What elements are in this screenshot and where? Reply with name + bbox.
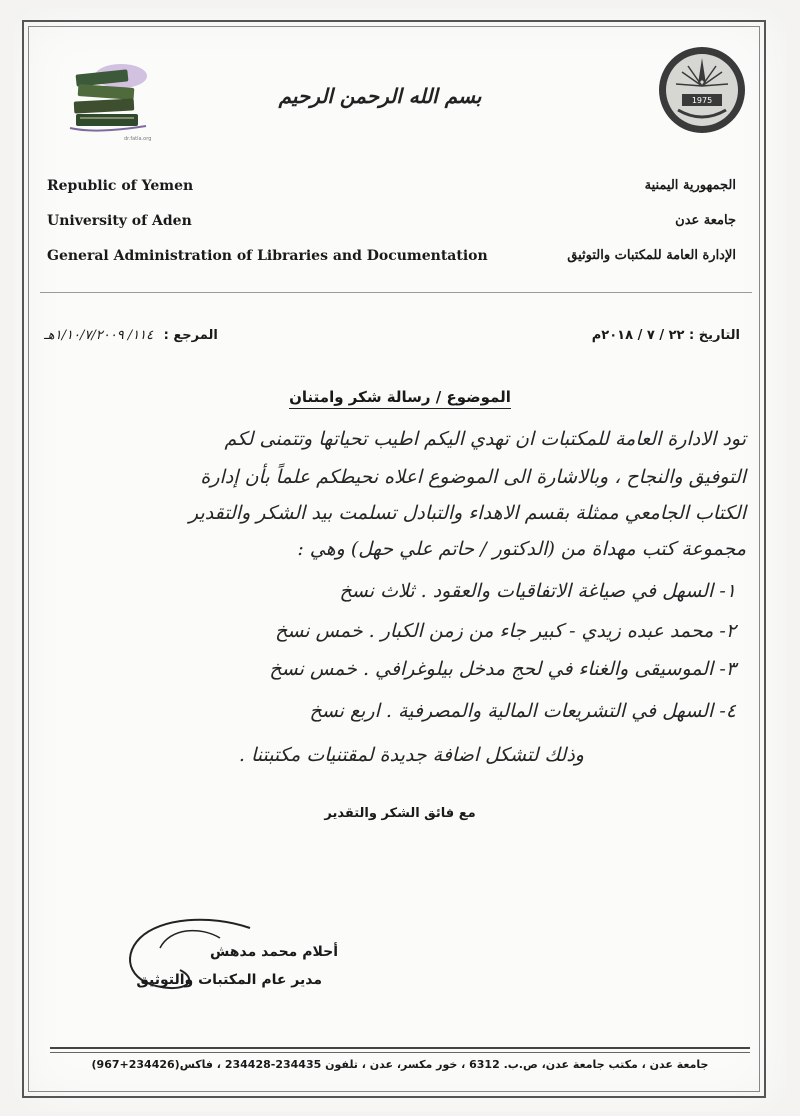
signatory-title: مدير عام المكتبات والتوثيق — [136, 972, 322, 988]
regards-line: مع فائق الشكر والتقدير — [324, 806, 476, 821]
english-department: General Administration of Libraries and Documentation — [47, 248, 488, 264]
bismillah-heading: بسم الله الرحمن الرحيم — [278, 84, 482, 108]
subject-text: الموضوع / رسالة شكر وامتنان — [289, 388, 511, 409]
arabic-university: جامعة عدن — [675, 213, 736, 228]
english-letterhead — [47, 176, 488, 281]
book-item-3: ٣- الموسيقى والغناء في لحج مدخل بيلوغرافي . خمس نسخ — [269, 658, 736, 680]
book-item-2: ٢- محمد عبده زيدي - كبير جاء من زمن الكبار . خمس نسخ — [275, 620, 736, 642]
date-label: التاريخ : — [689, 328, 740, 343]
reference-value: ١١٤/ ١/١٠/٧/٢٠٠٩هـ — [44, 328, 154, 343]
arabic-letterhead — [567, 176, 736, 281]
reference-line — [44, 328, 218, 343]
footer-divider-thin — [50, 1052, 750, 1053]
body-line-2: التوفيق والنجاح ، وبالاشارة الى الموضوع اعلاه نحيطكم علماً بأن إدارة — [200, 466, 746, 488]
books-caption: dr.fatla.org — [124, 136, 152, 142]
body-line-3: الكتاب الجامعي ممثلة بقسم الاهداء والتبادل تسلمت بيد الشكر والتقدير — [188, 502, 746, 524]
arabic-department: الإدارة العامة للمكتبات والتوثيق — [567, 248, 736, 263]
footer-address: جامعة عدن ، مكتب جامعة عدن، ص.ب. 6312 ، خور مكسر، عدن ، تلفون 234435-234428 ، فاكس(234426+967) — [91, 1058, 709, 1071]
date-value: ٢٢ / ٧ / ٢٠١٨م — [591, 328, 685, 343]
date-line — [592, 328, 740, 343]
body-line-4: مجموعة كتب مهداة من (الدكتور / حاتم علي حهل) وهي : — [297, 538, 746, 560]
body-line-1: تود الادارة العامة للمكتبات ان تهدي اليكم اطيب تحياتها وتتمنى لكم — [224, 428, 746, 450]
header-divider — [40, 292, 752, 293]
book-item-4: ٤- السهل في التشريعات المالية والمصرفية . اربع نسخ — [309, 700, 736, 722]
seal-year: 1975 — [691, 96, 713, 105]
footer-divider-thick — [50, 1047, 750, 1049]
university-seal-icon — [656, 44, 748, 136]
reference-label: المرجع : — [163, 328, 218, 343]
arabic-country: الجمهورية اليمنية — [644, 178, 736, 193]
english-country: Republic of Yemen — [47, 178, 194, 194]
subject-heading — [0, 388, 800, 406]
closing-line: وذلك لتشكل اضافة جديدة لمقتنيات مكتبتنا . — [238, 744, 584, 766]
book-item-1: ١- السهل في صياغة الاتفاقيات والعقود . ثلاث نسخ — [339, 580, 736, 602]
books-logo-icon — [66, 58, 156, 138]
english-university: University of Aden — [47, 213, 192, 229]
signatory-name: أحلام محمد مدهش — [209, 944, 338, 960]
